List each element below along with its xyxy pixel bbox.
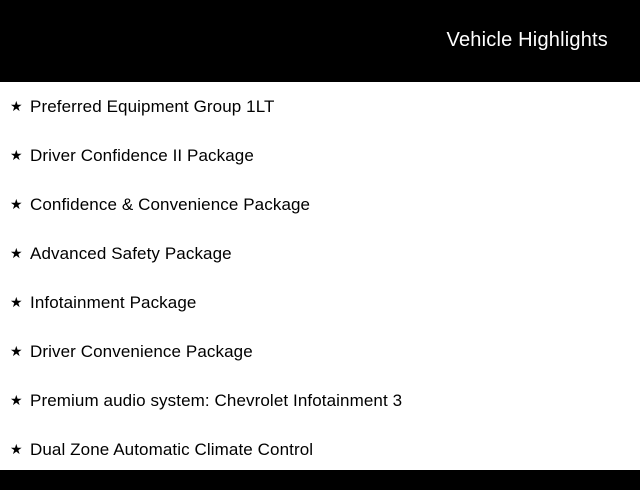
list-item-label: Premium audio system: Chevrolet Infotainment 3 xyxy=(30,391,403,410)
list-item-label: Preferred Equipment Group 1LT xyxy=(30,97,275,116)
list-item-label: Advanced Safety Package xyxy=(30,244,232,263)
highlights-panel xyxy=(0,82,640,480)
star-icon: ★ xyxy=(10,441,23,457)
star-icon: ★ xyxy=(10,147,23,163)
footer-bar xyxy=(0,470,640,480)
star-icon: ★ xyxy=(10,196,23,212)
page-title: Vehicle Highlights xyxy=(446,29,608,51)
list-item-label: Driver Confidence II Package xyxy=(30,146,254,165)
list-item xyxy=(0,441,640,490)
star-icon: ★ xyxy=(10,392,23,408)
list-item xyxy=(0,392,640,441)
page-header xyxy=(0,0,640,82)
list-item-label: Driver Convenience Package xyxy=(30,342,253,361)
list-item-label: Infotainment Package xyxy=(30,293,197,312)
highlights-list xyxy=(0,98,640,490)
star-icon: ★ xyxy=(10,343,23,359)
star-icon: ★ xyxy=(10,98,23,114)
list-item xyxy=(0,196,640,245)
star-icon: ★ xyxy=(10,294,23,310)
list-item xyxy=(0,147,640,196)
list-item xyxy=(0,245,640,294)
list-item xyxy=(0,343,640,392)
list-item xyxy=(0,98,640,147)
star-icon: ★ xyxy=(10,245,23,261)
list-item-label: Confidence & Convenience Package xyxy=(30,195,311,214)
list-item xyxy=(0,294,640,343)
list-item-label: Dual Zone Automatic Climate Control xyxy=(30,440,314,459)
